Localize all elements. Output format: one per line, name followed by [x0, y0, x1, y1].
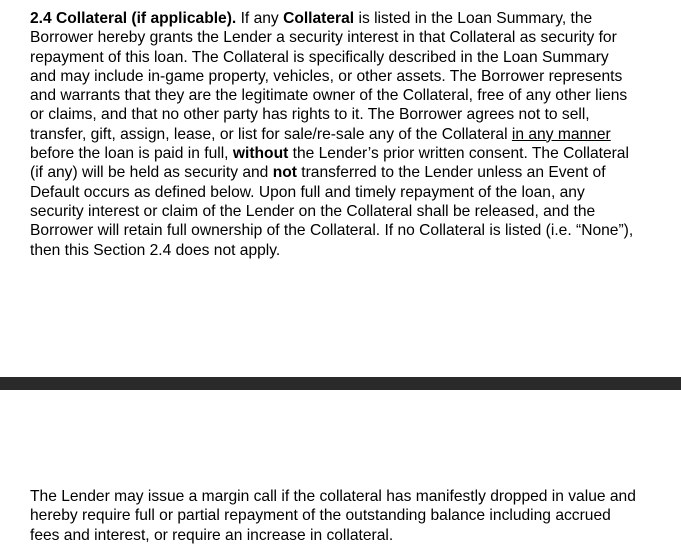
section-heading: 2.4 Collateral (if applicable). — [30, 10, 237, 27]
paragraph-line-3: fees and interest, or require an increase in collateral. — [30, 526, 394, 544]
bold-term-not: not — [272, 164, 297, 182]
text-run: (if any) will be held as security and — [30, 164, 273, 182]
page-separator — [0, 377, 681, 390]
paragraph-line-6: or claims, and that no other party has rights to it. The Borrower agrees not to sell, — [30, 106, 590, 124]
paragraph-line-2: Borrower hereby grants the Lender a security interest in that Collateral as security for — [30, 29, 617, 47]
bold-term-collateral: Collateral — [283, 10, 355, 27]
text-run: before the loan is paid in full, — [30, 145, 233, 163]
text-run: is listed in the Loan Summary, the — [354, 10, 593, 27]
paragraph-line-1 — [30, 9, 670, 28]
underlined-phrase: in any manner — [511, 125, 611, 143]
text-run: If any — [236, 10, 284, 27]
paragraph-line-10: Default occurs as defined below. Upon full and timely repayment of the loan, any — [30, 183, 585, 201]
paragraph-line-13: then this Section 2.4 does not apply. — [30, 241, 281, 259]
paragraph-line-2: hereby require full or partial repayment of the outstanding balance including accrued — [30, 507, 611, 525]
paragraph-line-9 — [30, 163, 670, 182]
section-2-4-collateral-paragraph — [30, 9, 670, 260]
paragraph-line-1: The Lender may issue a margin call if the collateral has manifestly dropped in value and — [30, 488, 636, 505]
paragraph-line-4: and may include in-game property, vehicles, or other assets. The Borrower represents — [30, 67, 623, 85]
paragraph-line-7 — [30, 125, 670, 144]
text-run: the Lender’s prior written consent. The Collateral — [288, 145, 629, 163]
text-run: transferred to the Lender unless an Event of — [296, 164, 606, 182]
paragraph-line-3: repayment of this loan. The Collateral is specifically described in the Loan Summary — [30, 48, 609, 66]
paragraph-line-8 — [30, 144, 670, 163]
bold-term-without: without — [232, 145, 289, 163]
margin-call-paragraph — [30, 487, 670, 545]
text-run: transfer, gift, assign, lease, or list for sale/re-sale any of the Collateral — [30, 125, 512, 143]
paragraph-line-12: Borrower will retain full ownership of the Collateral. If no Collateral is listed (i.e. “None”), — [30, 222, 634, 240]
paragraph-line-11: security interest or claim of the Lender on the Collateral shall be released, and the — [30, 202, 596, 220]
paragraph-line-5: and warrants that they are the legitimate owner of the Collateral, free of any other liens — [30, 87, 628, 105]
